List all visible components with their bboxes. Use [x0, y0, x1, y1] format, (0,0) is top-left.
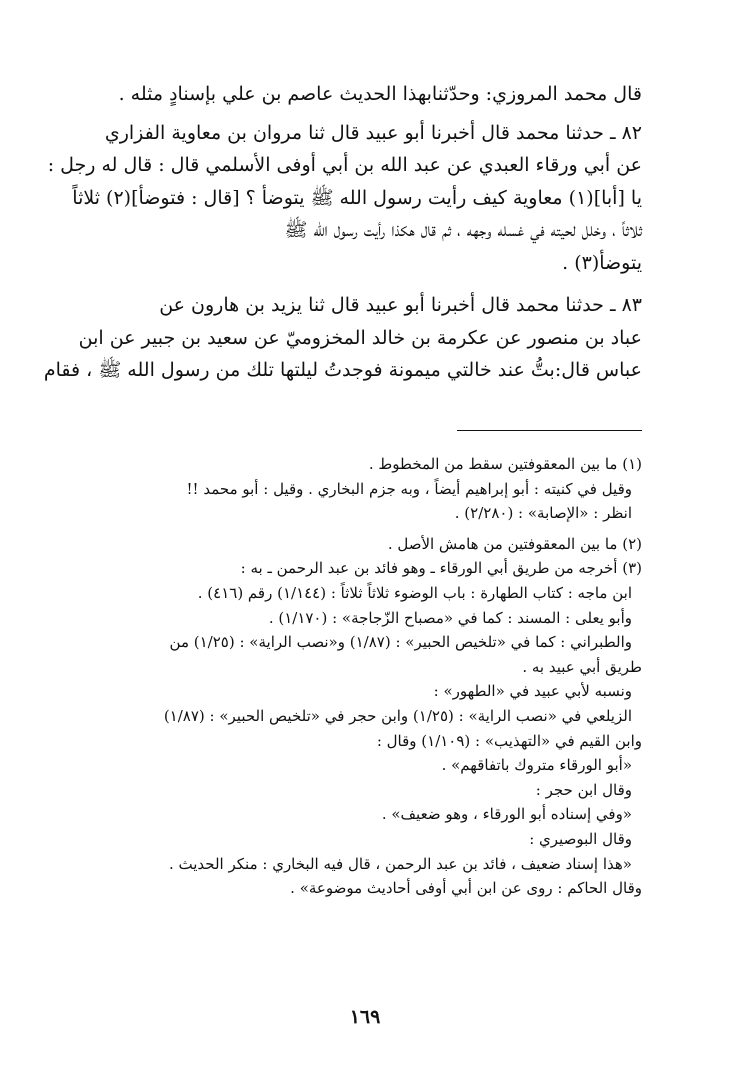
footnote-2-line: (٢) ما بين المعقوفتين من هامش الأصل .: [387, 534, 642, 553]
footnote-1-line: وقيل في كنيته : أبو إبراهيم أيضاً ، وبه جزم البخاري . وقيل : أبو محمد !!: [186, 479, 632, 498]
footnote-3-line: (٣) أخرجه من طريق أبي الورقاء ـ وهو فائد بن عبد الرحمن ـ به :: [240, 559, 642, 578]
hadith-82-line: يتوضأ(٣) .: [562, 251, 642, 274]
main-text: [43, 78, 642, 397]
footnote-3-line: وأبو يعلى : المسند : كما في «مصباح الزّجاجة» : (١/١٧٠) .: [268, 608, 632, 627]
footnote-3-line: وقال ابن حجر :: [535, 780, 632, 799]
hadith-83: [43, 289, 642, 387]
footnote-1-line: انظر : «الإصابة» : (٢/٢٨٠) .: [454, 504, 632, 523]
hadith-82: [47, 117, 642, 280]
footnote-3-line: ابن ماجه : كتاب الطهارة : باب الوضوء ثلاثاً ثلاثاً : (١/١٤٤) رقم (٤١٦) .: [197, 583, 632, 602]
footnote-divider: [457, 430, 642, 431]
footnote-3-line: «أبو الورقاء متروك باتفاقهم» .: [441, 756, 632, 775]
hadith-82-line: يا [أبا](١) معاوية كيف رأيت رسول الله ﷺ يتوضأ ؟ [قال : فتوضأ](٢) ثلاثاً: [72, 186, 642, 209]
footnote-3-line: «وفي إسناده أبو الورقاء ، وهو ضعيف» .: [381, 805, 632, 824]
hadith-82-line: ٨٢ ـ حدثنا محمد قال أخبرنا أبو عبيد قال ثنا مروان بن معاوية الفزاري: [104, 121, 642, 144]
footnote-3-line: «هذا إسناد ضعيف ، فائد بن عبد الرحمن ، قال فيه البخاري : منكر الحديث .: [168, 854, 632, 873]
footnote-3-line: طريق أبي عبيد به .: [522, 657, 642, 676]
footnotes: [82, 452, 642, 901]
footnote-1-line: (١) ما بين المعقوفتين سقط من المخطوط .: [368, 455, 642, 473]
page-number: ١٦٩: [349, 1006, 381, 1028]
footnote-3-line: وقال الحاكم : روى عن ابن أبي أوفى أحاديث موضوعة» .: [290, 879, 642, 898]
footnote-3-line: والطبراني : كما في «تلخيص الحبير» : (١/٨٧) و«نصب الراية» : (١/٢٥) من: [169, 633, 632, 652]
hadith-82-line: ثلاثاً ، وخلل لحيته في غسله وجهه ، ثم قال هكذا رأيت رسول الله ﷺ: [284, 219, 642, 241]
hadith-83-line: ٨٣ ـ حدثنا محمد قال أخبرنا أبو عبيد قال ثنا يزيد بن هارون عن: [159, 294, 642, 316]
hadith-83-line: عباد بن منصور عن عكرمة بن خالد المخزوميّ عن سعيد بن جبير عن ابن: [78, 326, 642, 349]
hadith-83-line: عباس قال:بتُّ عند خالتي ميمونة فوجدتُ ليلتها تلك من رسول الله ﷺ ، فقام: [43, 359, 642, 381]
footnote-3-line: الزيلعي في «نصب الراية» : (١/٢٥) وابن حجر في «تلخيص الحبير» : (١/٨٧): [163, 706, 632, 725]
footnote-3-line: وابن القيم في «التهذيب» : (١/١٠٩) وقال :: [376, 731, 642, 750]
intro-line: قال محمد المروزي: وحدّثنابهذا الحديث عاصم بن علي بإسنادٍ مثله .: [118, 83, 642, 105]
hadith-82-line: عن أبي ورقاء العبدي عن عبد الله بن أبي أوفى الأسلمي قال : قال له رجل :: [47, 154, 642, 176]
footnote-3-line: ونسبه لأبي عبيد في «الطهور» :: [433, 682, 632, 701]
intro-paragraph: [102, 78, 642, 111]
footnote-3-line: وقال البوصيري :: [529, 829, 632, 848]
